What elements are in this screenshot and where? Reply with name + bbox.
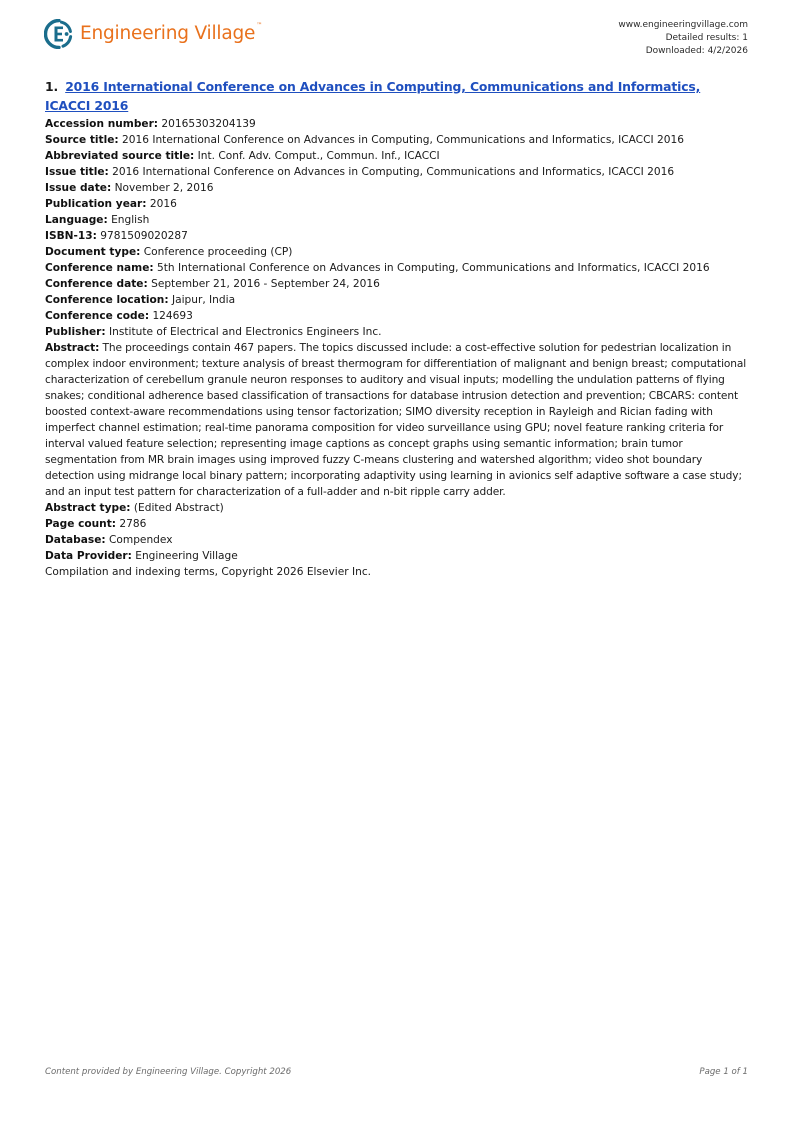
field-label: Language: <box>45 214 108 226</box>
field-value: 2016 International Conference on Advances in Computing, Communications and Informatics, ICACCI 2016 <box>112 166 675 178</box>
field-row <box>45 148 749 164</box>
field-row <box>45 164 749 180</box>
field-row <box>45 260 749 276</box>
field-row <box>45 548 749 564</box>
field-label: Conference location: <box>45 294 169 306</box>
field-row <box>45 244 749 260</box>
logo-text: Engineering Village™ <box>80 21 263 44</box>
field-value: September 21, 2016 - September 24, 2016 <box>151 278 380 290</box>
field-row <box>45 180 749 196</box>
engineering-village-logo-icon <box>44 19 74 49</box>
field-label: Data Provider: <box>45 550 132 562</box>
footer-credit: Content provided by Engineering Village. Copyright 2026 <box>45 1067 292 1077</box>
field-row <box>45 116 749 132</box>
field-value: 20165303204139 <box>161 118 256 130</box>
field-label: Document type: <box>45 246 141 258</box>
field-label: Source title: <box>45 134 119 146</box>
field-value: 2016 <box>149 198 177 210</box>
field-value: 5th International Conference on Advances in Computing, Communications and Informatics, ICACCI 2016 <box>157 262 710 274</box>
results-count: Detailed results: 1 <box>665 32 748 43</box>
field-row <box>45 292 749 308</box>
field-label: Conference date: <box>45 278 148 290</box>
copyright-notice: Compilation and indexing terms, Copyright 2026 Elsevier Inc. <box>45 566 372 578</box>
field-value: Institute of Electrical and Electronics Engineers Inc. <box>109 326 382 338</box>
field-label: ISBN-13: <box>45 230 97 242</box>
field-value: 9781509020287 <box>100 230 188 242</box>
field-label: Publication year: <box>45 198 147 210</box>
field-row <box>45 196 749 212</box>
field-label: Database: <box>45 534 106 546</box>
field-value: 2016 International Conference on Advances in Computing, Communications and Informatics, ICACCI 2016 <box>122 134 684 146</box>
field-label: Accession number: <box>45 118 159 130</box>
record <box>45 77 749 580</box>
record-title-link[interactable]: 2016 International Conference on Advances in Computing, Communications and Informatics, ICACCI 2016 <box>45 79 701 113</box>
field-value: 124693 <box>152 310 193 322</box>
field-value: November 2, 2016 <box>114 182 214 194</box>
field-label: Conference name: <box>45 262 154 274</box>
field-value: Int. Conf. Adv. Comput., Commun. Inf., ICACCI <box>197 150 440 162</box>
field-label: Conference code: <box>45 310 150 322</box>
page-number: Page 1 of 1 <box>699 1067 748 1077</box>
field-value: Engineering Village <box>135 550 238 562</box>
abstract <box>45 340 749 500</box>
field-label: Abstract: <box>45 342 100 354</box>
engineering-village-logo <box>44 19 262 49</box>
record-title <box>45 77 749 115</box>
field-value: (Edited Abstract) <box>133 502 224 514</box>
site-url: www.engineeringvillage.com <box>618 20 748 30</box>
field-value: The proceedings contain 467 papers. The topics discussed include: a cost-effective solution for pedestrian localization in complex indoor environment; texture analysis of breast thermogram for differentiation of malignant and benign breast; computational characterization of cerebellum granule neuron responses to auditory and visual inputs; modelling the undulation patterns of flying snakes; conditional adherence based classification of transactions for database intrusion detection and prevention; CBCARS: content boosted context-aware recommendations using tensor factorization; SIMO diversity reception in Rayleigh and Rician fading with imperfect channel estimation; real-time panorama composition for video surveillance using GPU; novel feature ranking criteria for interval valued feature selection; representing image captions as concept graphs using semantic information; brain tumor segmentation from MR brain images using improved fuzzy C-means clustering and watershed algorithm; video shot boundary detection using midrange local binary pattern; incorporating adaptivity using learning in avionics self adaptive software a case study; and an input test pattern for characterization of a full-adder and n-bit ripple carry adder. <box>45 342 747 498</box>
field-label: Issue title: <box>45 166 109 178</box>
field-row <box>45 324 749 340</box>
field-value: English <box>111 214 150 226</box>
record-number: 1. <box>45 79 59 94</box>
field-row <box>45 500 749 516</box>
field-row <box>45 308 749 324</box>
record-fields <box>45 116 749 580</box>
field-row <box>45 516 749 532</box>
field-label: Issue date: <box>45 182 112 194</box>
trademark-symbol: ™ <box>256 21 263 29</box>
download-date: Downloaded: 4/2/2026 <box>645 45 748 56</box>
field-row <box>45 276 749 292</box>
field-value: Jaipur, India <box>171 294 236 306</box>
field-label: Page count: <box>45 518 117 530</box>
field-row <box>45 532 749 548</box>
field-label: Abbreviated source title: <box>45 150 195 162</box>
header-meta <box>618 19 748 57</box>
field-row <box>45 132 749 148</box>
field-row <box>45 212 749 228</box>
field-row <box>45 228 749 244</box>
field-label: Abstract type: <box>45 502 131 514</box>
field-label: Publisher: <box>45 326 106 338</box>
field-value: 2786 <box>119 518 147 530</box>
field-value: Compendex <box>109 534 173 546</box>
field-value: Conference proceeding (CP) <box>143 246 293 258</box>
